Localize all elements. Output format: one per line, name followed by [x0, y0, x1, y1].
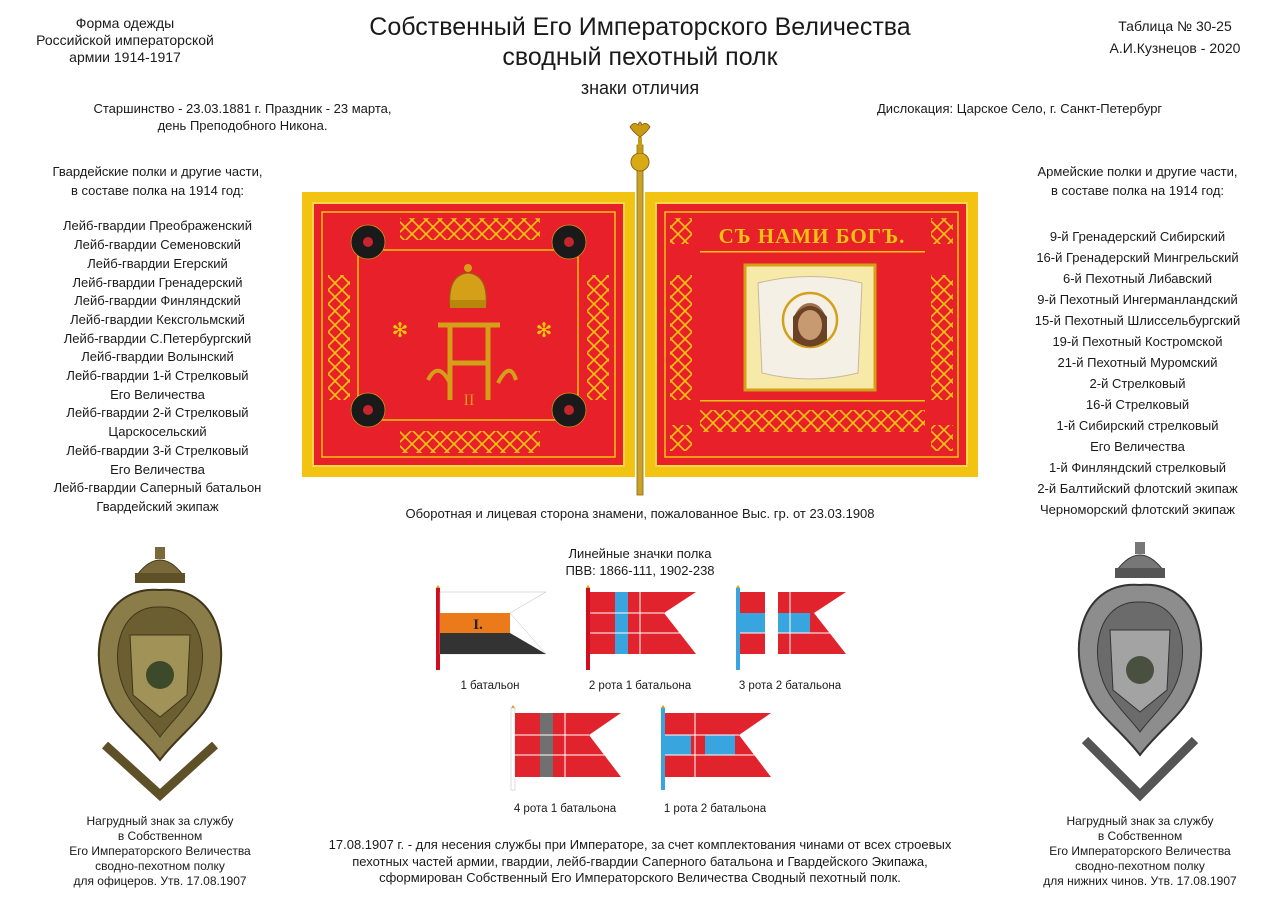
line-flag-1-battalion: [430, 585, 555, 675]
pole-finial: [631, 153, 649, 171]
unit-list-item: Лейб-гвардии Кексгольмский: [70, 311, 245, 327]
line-flag-2-company-1-battalion: [580, 585, 705, 675]
unit-list-item: 21-й Пехотный Муромский: [1057, 355, 1218, 371]
lower-ranks-badge-caption: Нагрудный знак за службу в Собственном Его Императорского Величества сводно-пехотном полку для нижних чинов. Утв. 17.08.1907: [1043, 814, 1237, 888]
unit-list-item: Его Величества: [1090, 439, 1185, 455]
unit-list-item: Лейб-гвардии 3-й Стрелковый: [66, 442, 249, 458]
footer-note: 17.08.1907 г. - для несения службы при Императоре, за счет комплектования чинами от всех строевых пехотных частей армии, гвардии, лейб-гвардии Саперного батальона и Гвардейского Экипажа, сформирован Собственный Его Императорского Величества Сводный пехотный полк.: [328, 837, 952, 885]
unit-list-item: 2-й Балтийский флотский экипаж: [1037, 481, 1238, 497]
line-flag-1-company-2-battalion: [655, 705, 780, 795]
unit-list-item: Лейб-гвардии Саперный батальон: [53, 480, 262, 496]
unit-list-item: Лейб-гвардии Волынский: [81, 349, 234, 365]
svg-text:✻: ✻: [535, 318, 553, 342]
guard-units-list: Гвардейские полки и другие части, в составе полка на 1914 год: Лейб-гвардии Преображенский Лейб-гвардии Семеновский Лейб-гвардии Егерский Лейб-гвардии Гренадерский Лейб-гвардии Финляндский Лейб-гвардии Кексгольмский Лейб-гвардии С.Петербургский Лейб-гвардии Волынский Лейб-гвардии 1-й Стрелковый Его Величества Лейб-гвардии 2-й Стрелковый Царскосельский Лейб-гвардии 3-й Стрелковый Его Величества Лейб-гвардии Саперный батальон Гвардейский экипаж: [20, 163, 295, 517]
unit-list-item: 6-й Пехотный Либавский: [1062, 271, 1212, 287]
seniority-info: Старшинство - 23.03.1881 г. Праздник - 23 марта, день Преподобного Никона.: [93, 101, 392, 133]
header-left: Форма одежды Российской императорской армии 1914-1917: [36, 15, 214, 65]
dislocation-info: Дислокация: Царское Село, г. Санкт-Петербург: [877, 101, 1163, 116]
line-flag-label: 4 рота 1 батальона: [513, 803, 617, 815]
page-title: Собственный Его Императорского Величества сводный пехотный полк знаки отличия: [290, 12, 990, 99]
header-right: Таблица № 30-25 А.И.Кузнецов - 2020: [1109, 18, 1241, 56]
line-flag-label: 2 рота 1 батальона: [588, 680, 692, 692]
line-flag-label: 1 рота 2 батальона: [663, 803, 767, 815]
unit-list-item: 19-й Пехотный Костромской: [1052, 334, 1223, 350]
unit-list-item: Лейб-гвардии 2-й Стрелковый: [66, 405, 249, 421]
unit-list-item: 16-й Гренадерский Мингрельский: [1036, 250, 1239, 266]
monogram-numeral: II: [463, 392, 475, 409]
unit-list-item: Лейб-гвардии Преображенский: [63, 218, 252, 234]
banner-obverse-side: [645, 192, 978, 477]
unit-list-item: 1-й Сибирский стрелковый: [1056, 418, 1219, 434]
eagle-finial-icon: [630, 122, 650, 153]
battalion-mark: I.: [473, 617, 483, 633]
line-flag-4-company-1-battalion: [505, 705, 630, 795]
unit-list-item: Лейб-гвардии Финляндский: [74, 293, 241, 309]
banner-reverse-side: [302, 192, 635, 477]
line-flag-label: 3 рота 2 батальона: [738, 680, 842, 692]
line-flags-heading: Линейные значки полка ПВВ: 1866-111, 1902-238: [565, 546, 715, 578]
unit-list-item: 1-й Финляндский стрелковый: [1048, 460, 1227, 476]
unit-list-item: Лейб-гвардии Гренадерский: [72, 274, 243, 290]
banner-caption: Оборотная и лицевая сторона знамени, пожалованное Выс. гр. от 23.03.1908: [405, 506, 875, 521]
unit-list-item: Лейб-гвардии Семеновский: [74, 237, 241, 253]
unit-list-item: 2-й Стрелковый: [1089, 376, 1186, 392]
officers-badge-image: [75, 545, 245, 810]
unit-list-item: Лейб-гвардии Егерский: [87, 255, 228, 271]
unit-list-item: Лейб-гвардии С.Петербургский: [63, 330, 252, 346]
unit-list-item: Гвардейский экипаж: [96, 498, 219, 514]
unit-list-item: Его Величества: [110, 386, 205, 402]
line-flag-label: 1 батальон: [460, 680, 520, 692]
unit-list-item: 15-й Пехотный Шлиссельбургский: [1034, 313, 1241, 329]
unit-list-item: Царскосельский: [108, 424, 207, 440]
regiment-banner: [300, 115, 980, 500]
unit-list-item: 9-й Гренадерский Сибирский: [1049, 229, 1226, 245]
lower-ranks-badge-image: [1055, 540, 1225, 810]
unit-list-item: Черноморский флотский экипаж: [1039, 502, 1236, 518]
page-subtitle: знаки отличия: [580, 78, 700, 98]
line-flag-3-company-2-battalion: [730, 585, 855, 675]
unit-list-item: Его Величества: [110, 461, 205, 477]
unit-list-item: 9-й Пехотный Ингерманландский: [1037, 292, 1238, 308]
officers-badge-caption: Нагрудный знак за службу в Собственном Его Императорского Величества сводно-пехотном полку для офицеров. Утв. 17.08.1907: [69, 814, 251, 888]
flag-pole: [637, 145, 643, 495]
svg-text:✻: ✻: [391, 318, 409, 342]
banner-image: [300, 115, 980, 500]
unit-list-item: 16-й Стрелковый: [1085, 397, 1190, 413]
unit-list-item: Лейб-гвардии 1-й Стрелковый: [66, 368, 249, 384]
banner-motto: СЪ НАМИ БОГЪ.: [718, 224, 906, 248]
army-units-list: Армейские полки и другие части, в составе полка на 1914 год: 9-й Гренадерский Сибирский 16-й Гренадерский Мингрельский 6-й Пехотный Либавский 9-й Пехотный Ингерманландский 15-й Пехотный Шлиссельбургский 19-й Пехотный Костромской 21-й Пехотный Муромский 2-й Стрелковый 16-й Стрелковый 1-й Сибирский стрелковый Его Величества 1-й Финляндский стрелковый 2-й Балтийский флотский экипаж Черноморский флотский экипаж: [1000, 163, 1275, 520]
